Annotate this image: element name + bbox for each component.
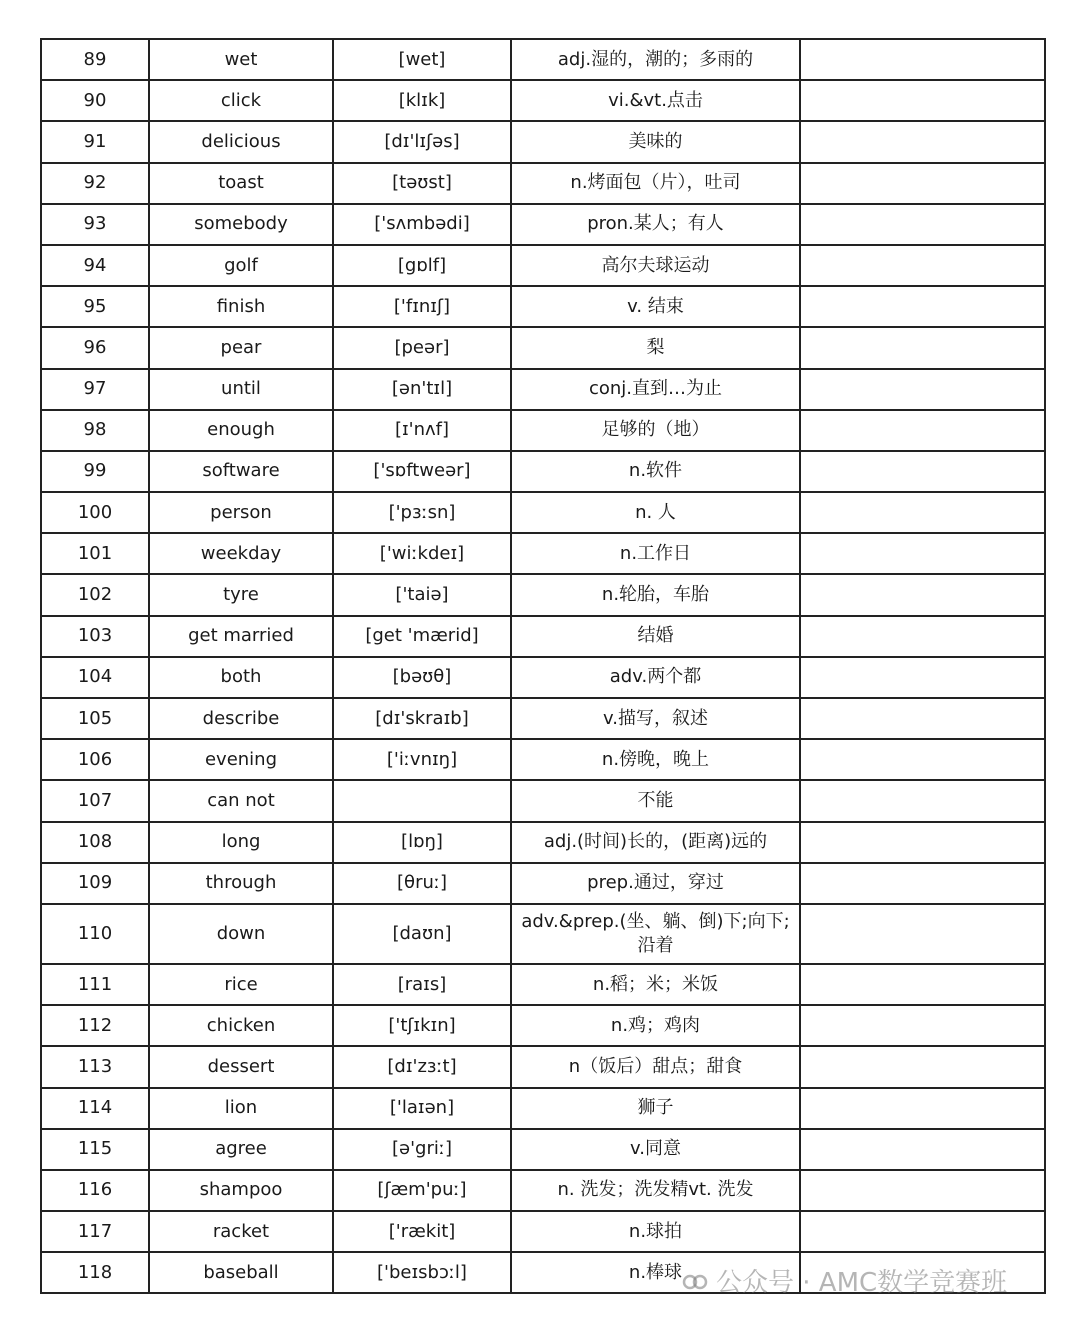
cell-number: 90 bbox=[41, 80, 149, 121]
cell-phonetic: [ən'tɪl] bbox=[333, 369, 511, 410]
cell-note bbox=[800, 204, 1045, 245]
table-row bbox=[41, 369, 1045, 410]
table-row bbox=[41, 492, 1045, 533]
cell-word: describe bbox=[149, 698, 333, 739]
cell-note bbox=[800, 739, 1045, 780]
cell-word: software bbox=[149, 451, 333, 492]
vocabulary-table-body bbox=[41, 39, 1045, 1293]
cell-note bbox=[800, 780, 1045, 821]
cell-word: down bbox=[149, 904, 333, 964]
cell-word: dessert bbox=[149, 1046, 333, 1087]
cell-meaning: 高尔夫球运动 bbox=[511, 245, 800, 286]
cell-number: 99 bbox=[41, 451, 149, 492]
cell-phonetic: [gɒlf] bbox=[333, 245, 511, 286]
table-row bbox=[41, 657, 1045, 698]
table-row bbox=[41, 1129, 1045, 1170]
cell-phonetic: [ʃæm'puː] bbox=[333, 1170, 511, 1211]
cell-number: 95 bbox=[41, 286, 149, 327]
cell-word: baseball bbox=[149, 1252, 333, 1293]
table-row bbox=[41, 451, 1045, 492]
table-row bbox=[41, 286, 1045, 327]
cell-number: 107 bbox=[41, 780, 149, 821]
cell-word: lion bbox=[149, 1088, 333, 1129]
cell-phonetic: ['laɪən] bbox=[333, 1088, 511, 1129]
cell-word: agree bbox=[149, 1129, 333, 1170]
cell-word: person bbox=[149, 492, 333, 533]
cell-meaning: v.同意 bbox=[511, 1129, 800, 1170]
cell-meaning: n.轮胎，车胎 bbox=[511, 574, 800, 615]
cell-phonetic: ['fɪnɪʃ] bbox=[333, 286, 511, 327]
table-row bbox=[41, 698, 1045, 739]
cell-number: 100 bbox=[41, 492, 149, 533]
cell-note bbox=[800, 286, 1045, 327]
cell-phonetic: ['taiə] bbox=[333, 574, 511, 615]
table-row bbox=[41, 964, 1045, 1005]
cell-number: 114 bbox=[41, 1088, 149, 1129]
cell-meaning: v.描写，叙述 bbox=[511, 698, 800, 739]
cell-phonetic: ['pɜːsn] bbox=[333, 492, 511, 533]
cell-meaning: 狮子 bbox=[511, 1088, 800, 1129]
cell-word: weekday bbox=[149, 533, 333, 574]
cell-meaning: n.软件 bbox=[511, 451, 800, 492]
cell-number: 104 bbox=[41, 657, 149, 698]
cell-word: golf bbox=[149, 245, 333, 286]
cell-meaning: adj.(时间)长的，(距离)远的 bbox=[511, 822, 800, 863]
cell-phonetic: [dɪ'zɜːt] bbox=[333, 1046, 511, 1087]
cell-number: 110 bbox=[41, 904, 149, 964]
cell-note bbox=[800, 616, 1045, 657]
cell-phonetic: [peər] bbox=[333, 327, 511, 368]
table-row bbox=[41, 327, 1045, 368]
cell-word: racket bbox=[149, 1211, 333, 1252]
cell-note bbox=[800, 1211, 1045, 1252]
cell-word: chicken bbox=[149, 1005, 333, 1046]
cell-word: get married bbox=[149, 616, 333, 657]
cell-note bbox=[800, 822, 1045, 863]
cell-meaning: 结婚 bbox=[511, 616, 800, 657]
table-row bbox=[41, 121, 1045, 162]
cell-number: 102 bbox=[41, 574, 149, 615]
cell-phonetic: [daʊn] bbox=[333, 904, 511, 964]
cell-meaning: 不能 bbox=[511, 780, 800, 821]
cell-note bbox=[800, 121, 1045, 162]
cell-word: somebody bbox=[149, 204, 333, 245]
cell-phonetic: [get 'mærid] bbox=[333, 616, 511, 657]
cell-meaning: adj.湿的，潮的；多雨的 bbox=[511, 39, 800, 80]
cell-meaning: 美味的 bbox=[511, 121, 800, 162]
table-row bbox=[41, 1088, 1045, 1129]
cell-number: 118 bbox=[41, 1252, 149, 1293]
cell-number: 98 bbox=[41, 410, 149, 451]
table-row bbox=[41, 163, 1045, 204]
cell-number: 93 bbox=[41, 204, 149, 245]
cell-meaning: 梨 bbox=[511, 327, 800, 368]
cell-phonetic: ['iːvnɪŋ] bbox=[333, 739, 511, 780]
cell-note bbox=[800, 163, 1045, 204]
cell-number: 109 bbox=[41, 863, 149, 904]
cell-word: rice bbox=[149, 964, 333, 1005]
cell-word: delicious bbox=[149, 121, 333, 162]
wechat-channel-icon bbox=[680, 1265, 710, 1295]
cell-meaning: v. 结束 bbox=[511, 286, 800, 327]
cell-note bbox=[800, 39, 1045, 80]
cell-number: 111 bbox=[41, 964, 149, 1005]
cell-note bbox=[800, 698, 1045, 739]
table-row bbox=[41, 822, 1045, 863]
vocabulary-table bbox=[40, 38, 1046, 1294]
cell-note bbox=[800, 327, 1045, 368]
cell-meaning: n.棒球 bbox=[511, 1252, 800, 1293]
cell-number: 97 bbox=[41, 369, 149, 410]
table-row bbox=[41, 245, 1045, 286]
cell-number: 101 bbox=[41, 533, 149, 574]
cell-word: tyre bbox=[149, 574, 333, 615]
cell-note bbox=[800, 863, 1045, 904]
cell-number: 96 bbox=[41, 327, 149, 368]
watermark bbox=[680, 1262, 1007, 1298]
cell-number: 103 bbox=[41, 616, 149, 657]
cell-word: enough bbox=[149, 410, 333, 451]
table-row bbox=[41, 39, 1045, 80]
cell-word: until bbox=[149, 369, 333, 410]
cell-meaning: n.傍晚，晚上 bbox=[511, 739, 800, 780]
table-row bbox=[41, 1005, 1045, 1046]
cell-meaning: n.稻；米；米饭 bbox=[511, 964, 800, 1005]
cell-meaning: n.鸡；鸡肉 bbox=[511, 1005, 800, 1046]
cell-note bbox=[800, 964, 1045, 1005]
cell-note bbox=[800, 451, 1045, 492]
cell-meaning: adv.&prep.(坐、躺、倒)下;向下;沿着 bbox=[511, 904, 800, 964]
cell-phonetic: ['sɒftweər] bbox=[333, 451, 511, 492]
cell-phonetic: [dɪ'skraɪb] bbox=[333, 698, 511, 739]
cell-phonetic: ['tʃɪkɪn] bbox=[333, 1005, 511, 1046]
table-row bbox=[41, 533, 1045, 574]
cell-phonetic: ['wiːkdeɪ] bbox=[333, 533, 511, 574]
cell-note bbox=[800, 1046, 1045, 1087]
cell-word: can not bbox=[149, 780, 333, 821]
cell-phonetic: ['rækit] bbox=[333, 1211, 511, 1252]
cell-phonetic: [ɪ'nʌf] bbox=[333, 410, 511, 451]
cell-phonetic: [wet] bbox=[333, 39, 511, 80]
cell-number: 92 bbox=[41, 163, 149, 204]
cell-note bbox=[800, 245, 1045, 286]
cell-word: shampoo bbox=[149, 1170, 333, 1211]
cell-word: click bbox=[149, 80, 333, 121]
cell-number: 106 bbox=[41, 739, 149, 780]
table-row bbox=[41, 410, 1045, 451]
cell-meaning: 足够的（地） bbox=[511, 410, 800, 451]
cell-meaning: conj.直到…为止 bbox=[511, 369, 800, 410]
cell-meaning: adv.两个都 bbox=[511, 657, 800, 698]
table-row bbox=[41, 616, 1045, 657]
cell-phonetic: [lɒŋ] bbox=[333, 822, 511, 863]
cell-meaning: n（饭后）甜点；甜食 bbox=[511, 1046, 800, 1087]
cell-word: long bbox=[149, 822, 333, 863]
table-row bbox=[41, 739, 1045, 780]
cell-meaning: prep.通过，穿过 bbox=[511, 863, 800, 904]
cell-note bbox=[800, 410, 1045, 451]
table-row bbox=[41, 1046, 1045, 1087]
cell-note bbox=[800, 1005, 1045, 1046]
cell-note bbox=[800, 1170, 1045, 1211]
cell-number: 112 bbox=[41, 1005, 149, 1046]
cell-meaning: n.烤面包（片），吐司 bbox=[511, 163, 800, 204]
cell-phonetic: [raɪs] bbox=[333, 964, 511, 1005]
cell-phonetic: [təʊst] bbox=[333, 163, 511, 204]
cell-note bbox=[800, 369, 1045, 410]
cell-phonetic: [θruː] bbox=[333, 863, 511, 904]
cell-note bbox=[800, 574, 1045, 615]
cell-phonetic: [klɪk] bbox=[333, 80, 511, 121]
table-row bbox=[41, 780, 1045, 821]
cell-word: finish bbox=[149, 286, 333, 327]
table-row bbox=[41, 1211, 1045, 1252]
table-row bbox=[41, 574, 1045, 615]
cell-phonetic: [ə'griː] bbox=[333, 1129, 511, 1170]
cell-meaning: n.球拍 bbox=[511, 1211, 800, 1252]
cell-meaning: pron.某人；有人 bbox=[511, 204, 800, 245]
table-row bbox=[41, 1170, 1045, 1211]
watermark-text: 公众号 · AMC数学竞赛班 bbox=[716, 1267, 1008, 1298]
cell-note bbox=[800, 80, 1045, 121]
cell-note bbox=[800, 492, 1045, 533]
cell-number: 108 bbox=[41, 822, 149, 863]
cell-note bbox=[800, 904, 1045, 964]
cell-meaning: n.工作日 bbox=[511, 533, 800, 574]
cell-meaning: n. 洗发；洗发精vt. 洗发 bbox=[511, 1170, 800, 1211]
cell-word: pear bbox=[149, 327, 333, 368]
cell-number: 89 bbox=[41, 39, 149, 80]
cell-word: wet bbox=[149, 39, 333, 80]
cell-number: 116 bbox=[41, 1170, 149, 1211]
cell-word: through bbox=[149, 863, 333, 904]
cell-number: 117 bbox=[41, 1211, 149, 1252]
cell-note bbox=[800, 657, 1045, 698]
table-row bbox=[41, 904, 1045, 964]
cell-note bbox=[800, 1088, 1045, 1129]
cell-phonetic: ['sʌmbədi] bbox=[333, 204, 511, 245]
cell-number: 94 bbox=[41, 245, 149, 286]
cell-number: 113 bbox=[41, 1046, 149, 1087]
table-row bbox=[41, 80, 1045, 121]
cell-number: 91 bbox=[41, 121, 149, 162]
cell-phonetic bbox=[333, 780, 511, 821]
cell-phonetic: [dɪ'lɪʃəs] bbox=[333, 121, 511, 162]
cell-note bbox=[800, 1129, 1045, 1170]
cell-meaning: n. 人 bbox=[511, 492, 800, 533]
cell-word: both bbox=[149, 657, 333, 698]
cell-phonetic: [bəʊθ] bbox=[333, 657, 511, 698]
cell-note bbox=[800, 533, 1045, 574]
table-row bbox=[41, 863, 1045, 904]
cell-phonetic: ['beɪsbɔːl] bbox=[333, 1252, 511, 1293]
cell-meaning: vi.&vt.点击 bbox=[511, 80, 800, 121]
cell-number: 115 bbox=[41, 1129, 149, 1170]
table-row bbox=[41, 204, 1045, 245]
cell-number: 105 bbox=[41, 698, 149, 739]
cell-word: evening bbox=[149, 739, 333, 780]
cell-word: toast bbox=[149, 163, 333, 204]
